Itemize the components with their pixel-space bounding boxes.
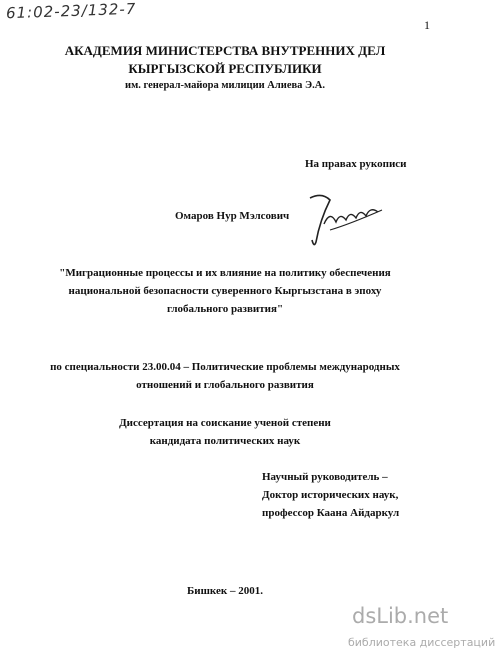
dissertation-title: [0, 264, 450, 318]
supervisor-line-1: Научный руководитель –: [262, 471, 388, 483]
specialty-line-1: по специальности 23.00.04 – Политические проблемы международных: [50, 361, 400, 373]
republic-name: КЫРГЫЗСКОЙ РЕСПУБЛИКИ: [128, 61, 322, 76]
degree-statement: [0, 414, 450, 450]
author-signature-icon: [300, 190, 385, 250]
supervisor-line-2: Доктор исторических наук,: [262, 489, 399, 501]
degree-line-2: кандидата политических наук: [149, 435, 301, 447]
watermark-logo: dsLib.net: [352, 604, 449, 628]
title-line-1: "Миграционные процессы и их влияние на политику обеспечения: [59, 267, 391, 279]
supervisor-line-3: профессор Каана Айдаркул: [262, 507, 400, 519]
institution-dedication: им. генерал-майора милиции Алиева Э.А.: [125, 80, 325, 91]
specialty: [0, 358, 450, 394]
handwritten-catalog-number: 61:02-23/132-7: [5, 0, 137, 23]
watermark-subtitle: библиотека диссертаций: [348, 636, 495, 649]
manuscript-rights: На правах рукописи: [305, 158, 407, 170]
specialty-line-2: отношений и глобального развития: [136, 379, 314, 391]
author-name: Омаров Нур Мэлсович: [175, 210, 290, 222]
institution-name: АКАДЕМИЯ МИНИСТЕРСТВА ВНУТРЕННИХ ДЕЛ: [64, 43, 386, 58]
supervisor-block: [262, 468, 399, 522]
page-number: 1: [424, 18, 430, 32]
title-line-3: глобального развития": [166, 303, 284, 315]
title-line-2: национальной безопасности суверенного Кыргызстана в эпоху: [68, 285, 382, 297]
degree-line-1: Диссертация на соискание ученой степени: [119, 417, 331, 429]
city-year: Бишкек – 2001.: [187, 585, 263, 597]
